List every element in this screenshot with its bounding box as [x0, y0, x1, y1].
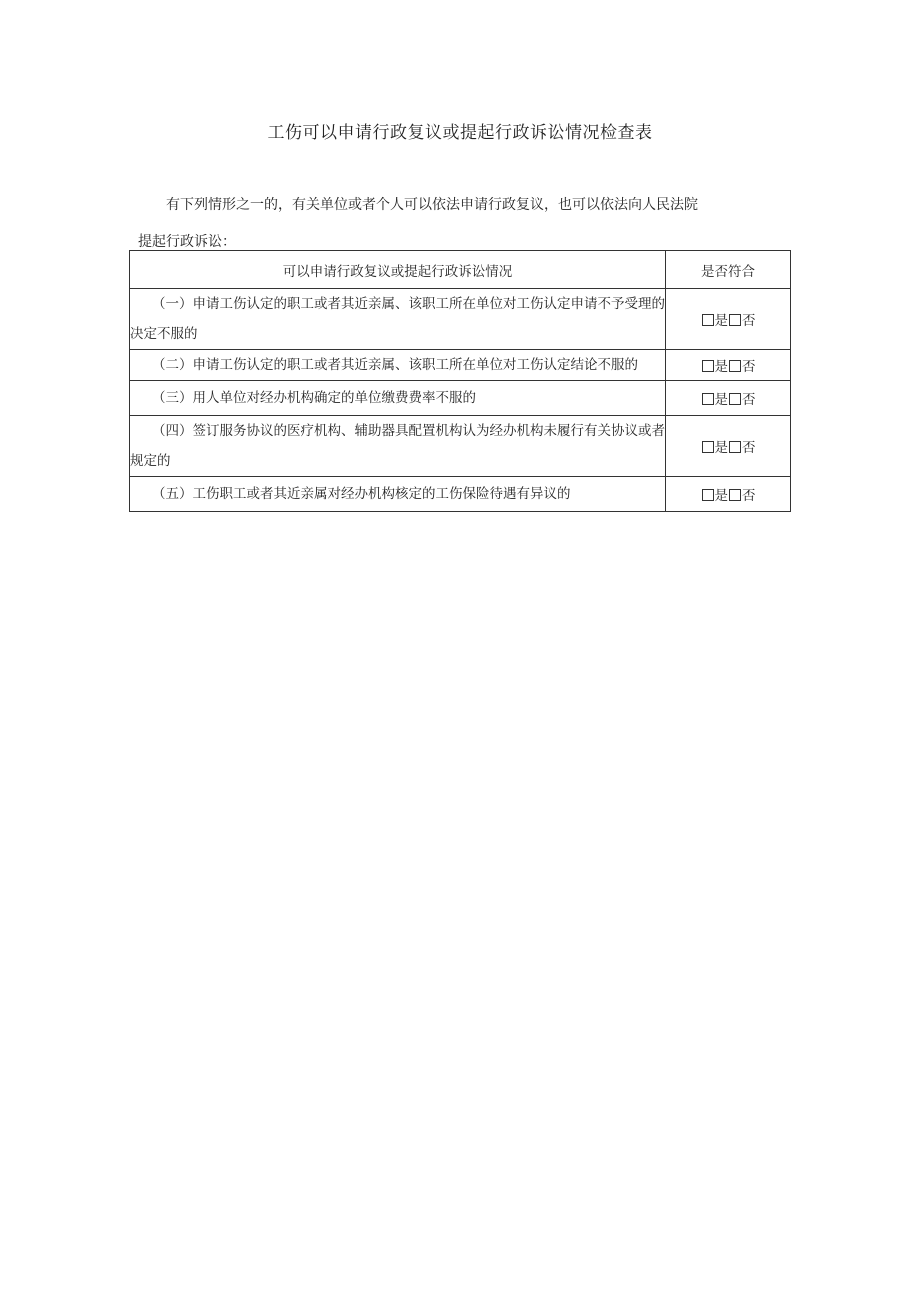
table-row: [130, 381, 791, 416]
table-row: [130, 416, 791, 477]
no-checkbox[interactable]: [729, 441, 741, 453]
table-row: [130, 289, 791, 350]
yes-checkbox[interactable]: [702, 393, 714, 405]
document-title: 工伤可以申请行政复议或提起行政诉讼情况检查表: [267, 123, 653, 143]
no-checkbox[interactable]: [729, 360, 741, 372]
situation-cell: （五）工伤职工或者其近亲属对经办机构核定的工伤保险待遇有异议的: [130, 477, 666, 512]
no-label: 否: [742, 488, 756, 504]
header-situation: 可以申请行政复议或提起行政诉讼情况: [130, 251, 666, 289]
situation-cell: （四）签订服务协议的医疗机构、辅助器具配置机构认为经办机构未履行有关协议或者规定的: [130, 416, 666, 477]
situation-cell: （一）申请工伤认定的职工或者其近亲属、该职工所在单位对工伤认定申请不予受理的决定不服的: [130, 289, 666, 350]
situation-cell: （二）申请工伤认定的职工或者其近亲属、该职工所在单位对工伤认定结论不服的: [130, 350, 666, 381]
no-checkbox[interactable]: [729, 489, 741, 501]
intro-paragraph-line-1: 有下列情形之一的，有关单位或者个人可以依法申请行政复议，也可以依法向人民法院: [166, 197, 698, 213]
yes-checkbox[interactable]: [702, 360, 714, 372]
match-cell: [666, 381, 791, 416]
yes-checkbox[interactable]: [702, 489, 714, 501]
no-label: 否: [742, 359, 756, 375]
yes-label: 是: [714, 488, 728, 504]
checklist-table: [129, 250, 791, 512]
no-label: 否: [742, 313, 756, 329]
yes-label: 是: [714, 440, 728, 456]
yes-label: 是: [714, 359, 728, 375]
match-cell: [666, 477, 791, 512]
no-label: 否: [742, 440, 756, 456]
no-checkbox[interactable]: [729, 314, 741, 326]
yes-checkbox[interactable]: [702, 441, 714, 453]
yes-checkbox[interactable]: [702, 314, 714, 326]
situation-cell: （三）用人单位对经办机构确定的单位缴费费率不服的: [130, 381, 666, 416]
table-header-row: [130, 251, 791, 289]
yes-label: 是: [714, 392, 728, 408]
yes-label: 是: [714, 313, 728, 329]
match-cell: [666, 289, 791, 350]
table-row: [130, 350, 791, 381]
match-cell: [666, 350, 791, 381]
match-cell: [666, 416, 791, 477]
table-row: [130, 477, 791, 512]
no-label: 否: [742, 392, 756, 408]
no-checkbox[interactable]: [729, 393, 741, 405]
intro-paragraph-line-2: 提起行政诉讼：: [138, 234, 236, 250]
header-match: 是否符合: [666, 251, 791, 289]
